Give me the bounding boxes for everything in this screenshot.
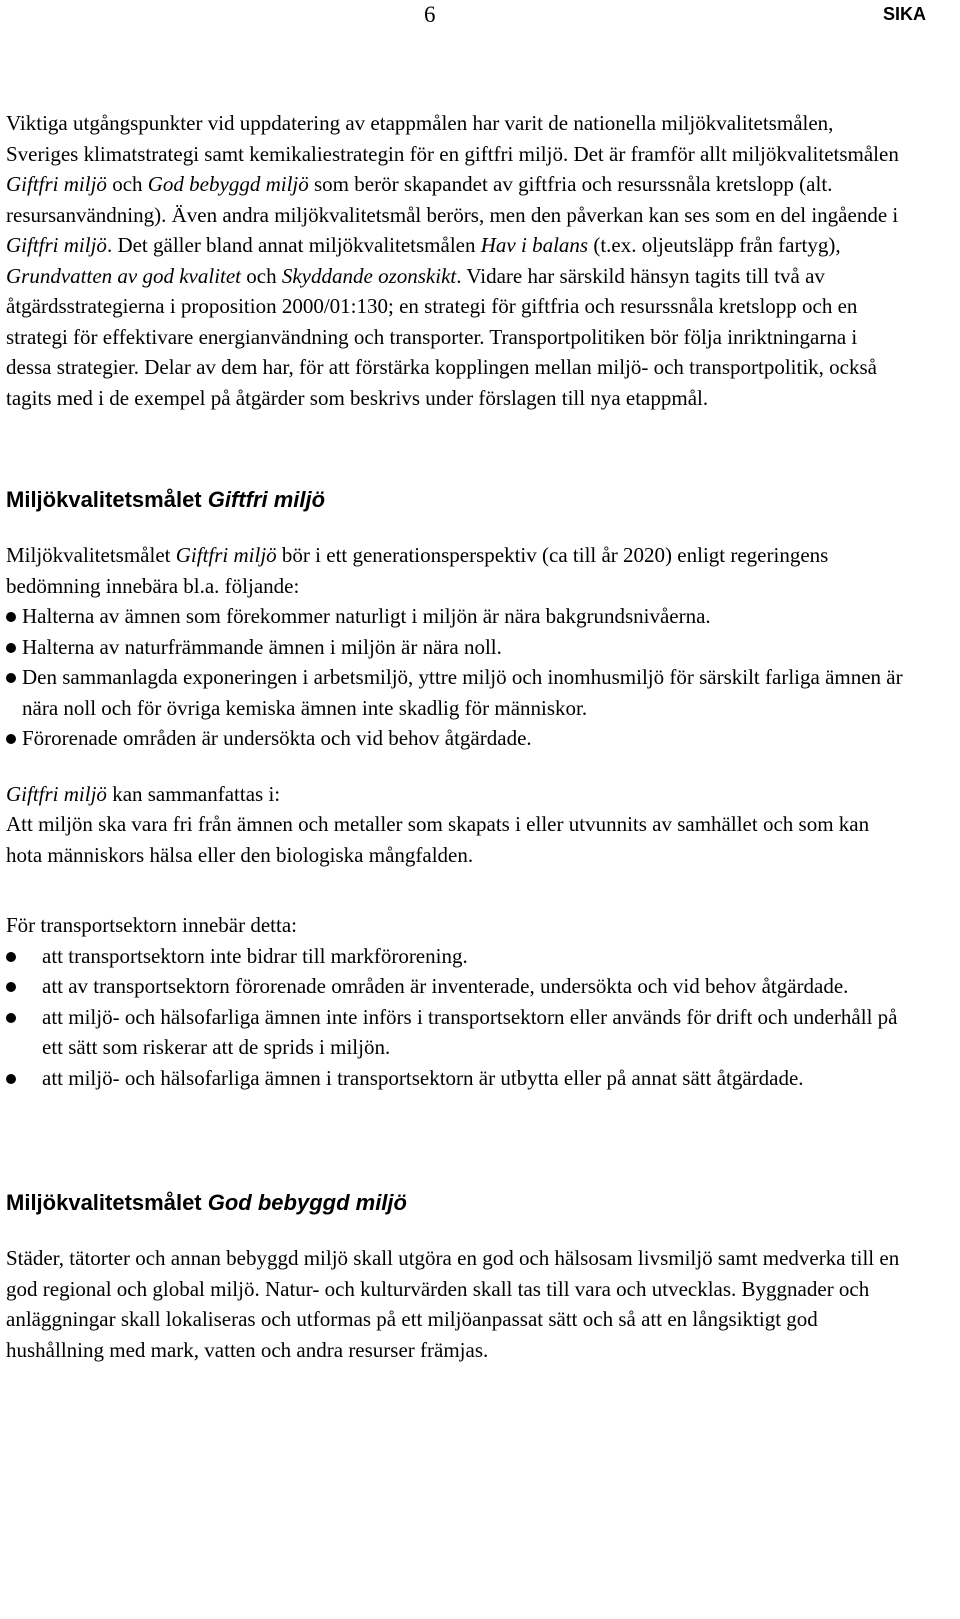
transport-bullet-list xyxy=(6,941,906,1094)
list-item: Den sammanlagda exponeringen i arbetsmiljö, yttre miljö och inomhusmiljö för särskilt farliga ämnen är nära noll och för övriga kemiska ämnen inte skadlig för människor. xyxy=(6,662,906,723)
header-logo: SIKA xyxy=(883,4,927,24)
transport-intro: För transportsektorn innebär detta: xyxy=(6,913,298,937)
document-body xyxy=(6,108,906,1365)
list-item: att transportsektorn inte bidrar till markförorening. xyxy=(6,941,906,972)
summary-text: Att miljön ska vara fri från ämnen och metaller som skapats i eller utvunnits av samhället och som kan hota människors hälsa eller den biologiska mångfalden. xyxy=(6,812,870,867)
list-item: att miljö- och hälsofarliga ämnen inte införs i transportsektorn eller används för drift och underhåll på ett sätt som riskerar att de sprids i miljön. xyxy=(6,1002,906,1063)
list-item: Förorenade områden är undersökta och vid behov åtgärdade. xyxy=(6,723,906,754)
section-heading-giftfri-miljo: Miljökvalitetsmålet Giftfri miljö xyxy=(6,487,326,512)
list-item: att av transportsektorn förorenade områden är inventerade, undersökta och vid behov åtgärdade. xyxy=(6,971,906,1002)
section-heading-god-bebyggd-miljo: Miljökvalitetsmålet God bebyggd miljö xyxy=(6,1190,407,1215)
list-item: Halterna av ämnen som förekommer naturligt i miljön är nära bakgrundsnivåerna. xyxy=(6,601,906,632)
list-item: Halterna av naturfrämmande ämnen i miljön är nära noll. xyxy=(6,632,906,663)
list-item: att miljö- och hälsofarliga ämnen i transportsektorn är utbytta eller på annat sätt åtgärdade. xyxy=(6,1063,906,1094)
page-number: 6 xyxy=(424,2,436,27)
summary-label: Giftfri miljö kan sammanfattas i: xyxy=(6,781,281,806)
intro-paragraph: Viktiga utgångspunkter vid uppdatering av etappmålen har varit de nationella miljökvalitetsmålen, Sveriges klimatstrategi samt kemikaliestrategin för en giftfri miljö. Det är framför allt miljökvalitetsmålen Giftfri miljö och God bebyggd miljö som berör skapandet av giftfria och resurssnåla kretslopp (alt. resursanvändning). Även andra miljökvalitetsmål berörs, men den påverkan kan ses som en del ingående i Giftfri miljö. Det gäller bland annat miljökvalitetsmålen Hav i balans (t.ex. oljeutsläpp från fartyg), Grundvatten av god kvalitet och Skyddande ozonskikt. Vidare har särskild hänsyn tagits till två av åtgärdsstrategierna i proposition 2000/01:130; en strategi för giftfria och resurssnåla kretslopp och en strategi för effektivare energianvändning och transporter. Transportpolitiken bör följa inriktningarna i dessa strategier. Delar av dem har, för att förstärka kopplingen mellan miljö- och transportpolitik, också tagits med i de exempel på åtgärder som beskrivs under förslagen till nya etappmål. xyxy=(6,111,899,410)
section1-intro-paragraph: Miljökvalitetsmålet Giftfri miljö bör i ett generationsperspektiv (ca till år 2020) enligt regeringens bedömning innebära bl.a. följande: xyxy=(6,543,829,598)
section2-paragraph: Städer, tätorter och annan bebyggd miljö skall utgöra en god och hälsosam livsmiljö samt medverka till en god regional och global miljö. Natur- och kulturvärden skall tas till vara och utvecklas. Byggnader och anläggningar skall lokaliseras och utformas på ett miljöanpassat sätt och så att en långsiktigt god hushållning med mark, vatten och andra resurser främjas. xyxy=(6,1246,900,1362)
goal-bullet-list xyxy=(6,601,906,754)
